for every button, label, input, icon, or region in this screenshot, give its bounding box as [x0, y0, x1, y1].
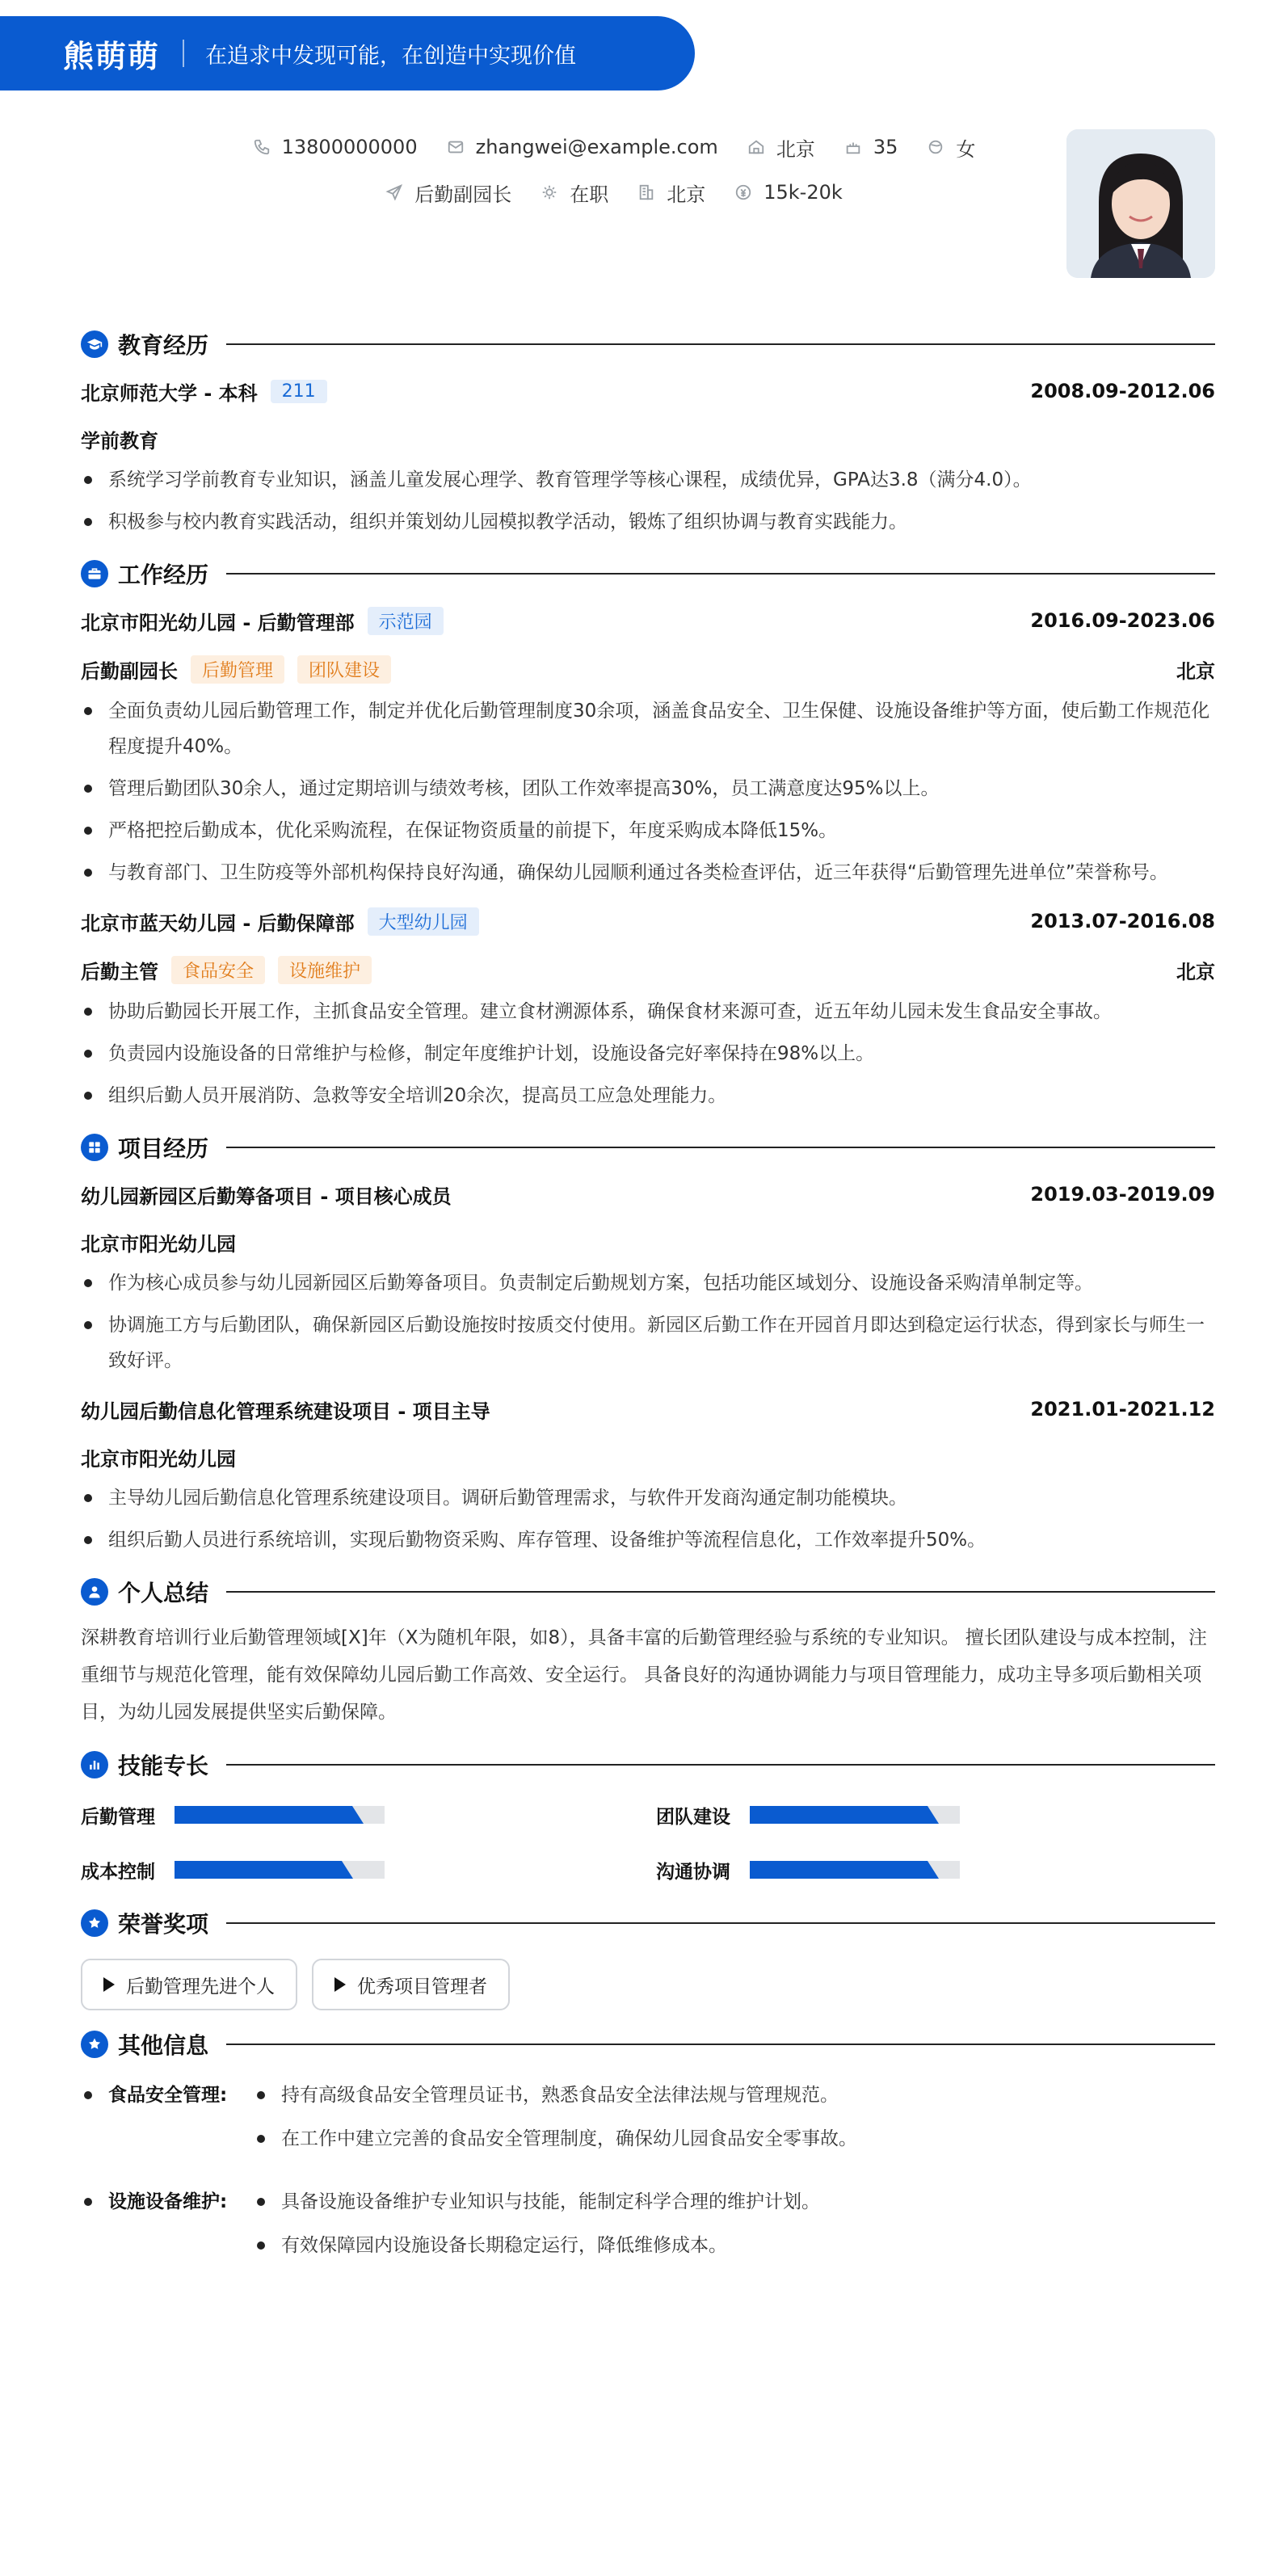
phone-icon [253, 138, 271, 156]
other-info-values [254, 2183, 820, 2271]
gender-icon [927, 138, 944, 156]
home-icon [747, 138, 765, 156]
contact-email: zhangwei@example.com [447, 136, 718, 158]
grid-icon [81, 1134, 108, 1161]
header-banner [0, 16, 695, 90]
play-triangle-icon [334, 1977, 346, 1992]
honor-badge: 后勤管理先进个人 [81, 1959, 297, 2010]
project-entry-2 [81, 1385, 1215, 1558]
project-name: 幼儿园后勤信息化管理系统建设项目 - 项目主导 [81, 1400, 490, 1423]
section-projects-header [81, 1125, 1215, 1170]
skill-name: 沟通协调 [656, 1861, 730, 1883]
contact-status: 在职 [541, 179, 608, 207]
position-title: 后勤主管 [81, 960, 158, 983]
mail-icon [447, 138, 465, 156]
skill-tag: 设施维护 [278, 956, 372, 984]
header-separator [183, 40, 184, 67]
skill-bar [750, 1806, 960, 1824]
resume-content [81, 315, 1215, 2290]
skill-tag: 团队建设 [297, 655, 391, 684]
skill-item [656, 1850, 1215, 1889]
project-name: 幼儿园新园区后勤筹备项目 - 项目核心成员 [81, 1185, 452, 1208]
contact-gender: 女 [927, 133, 975, 162]
section-divider [226, 2044, 1215, 2045]
section-title: 教育经历 [118, 332, 209, 359]
contact-row-2 [210, 175, 1018, 210]
honor-badge: 优秀项目管理者 [312, 1959, 510, 2010]
skill-bar-fill [750, 1806, 939, 1824]
list-item: 协调施工方与后勤团队，确保新园区后勤设施按时按质交付使用。新园区后勤工作在开园首月即达到稳定运行状态，得到家长与师生一致好评。 [81, 1307, 1215, 1378]
work-entry-header [81, 596, 1215, 645]
school-name: 北京师范大学 - 本科 [81, 381, 258, 405]
section-divider [226, 573, 1215, 575]
skill-item [81, 1850, 656, 1889]
skill-bar-fill [750, 1861, 939, 1879]
contact-target-position: 后勤副园长 [385, 179, 511, 207]
status-icon [541, 183, 558, 201]
list-item: 协助后勤园长开展工作，主抓食品安全管理。建立食材溯源体系，确保食材来源可查，近五年幼儿园未发生食品安全事故。 [81, 994, 1215, 1029]
list-item: 管理后勤团队30余人，通过定期培训与绩效考核，团队工作效率提高30%，员工满意度达95%以上。 [81, 771, 1215, 806]
salary-icon [734, 183, 752, 201]
education-bullets [81, 462, 1215, 540]
work-position-row [81, 645, 1215, 693]
section-divider [226, 1764, 1215, 1766]
skill-name: 团队建设 [656, 1806, 730, 1828]
section-divider [226, 343, 1215, 345]
section-honors-header [81, 1900, 1215, 1946]
company-name: 北京市蓝天幼儿园 - 后勤保障部 [81, 911, 355, 935]
project-bullets [81, 1265, 1215, 1378]
play-triangle-icon [103, 1977, 115, 1992]
skill-bar-fill [175, 1861, 353, 1879]
work-period: 2016.09-2023.06 [1030, 609, 1215, 632]
contact-target-city: 北京 [637, 179, 705, 207]
other-info-list [81, 2077, 1215, 2271]
skill-item [81, 1795, 656, 1834]
section-divider [226, 1147, 1215, 1148]
section-title: 其他信息 [118, 2032, 209, 2059]
award-icon [81, 1909, 108, 1937]
section-divider [226, 1922, 1215, 1924]
skill-tag: 食品安全 [171, 956, 265, 984]
work-bullets [81, 693, 1215, 890]
company-name: 北京市阳光幼儿园 - 后勤管理部 [81, 611, 355, 634]
school-tag: 211 [271, 380, 327, 403]
section-other-header [81, 2022, 1215, 2067]
skill-item [656, 1795, 1215, 1834]
other-info-key: 食品安全管理: [81, 2077, 254, 2164]
list-item: 组织后勤人员进行系统培训，实现后勤物资采购、库存管理、设备维护等流程信息化，工作效率提升50%。 [81, 1522, 1215, 1558]
section-skills-header [81, 1742, 1215, 1787]
other-info-item [81, 2183, 1215, 2271]
contact-salary: 15k-20k [734, 181, 843, 204]
other-info-key: 设施设备维护: [81, 2183, 254, 2271]
user-icon [81, 1578, 108, 1606]
section-education-header [81, 322, 1215, 367]
section-title: 项目经历 [118, 1135, 209, 1162]
project-org: 北京市阳光幼儿园 [81, 1447, 236, 1471]
list-item: 与教育部门、卫生防疫等外部机构保持良好沟通，确保幼儿园顺利通过各类检查评估，近三年获得“后勤管理先进单位”荣誉称号。 [81, 855, 1215, 890]
candidate-motto: 在追求中发现可能，在创造中实现价值 [205, 43, 577, 69]
honors-list [81, 1959, 1215, 2010]
list-item: 有效保障园内设施设备长期稳定运行，降低维修成本。 [254, 2227, 820, 2264]
candidate-name: 熊萌萌 [63, 38, 161, 74]
project-entry-1 [81, 1170, 1215, 1378]
age-icon [844, 138, 862, 156]
list-item: 主导幼儿园后勤信息化管理系统建设项目。调研后勤管理需求，与软件开发商沟通定制功能模块。 [81, 1480, 1215, 1516]
education-period: 2008.09-2012.06 [1030, 380, 1215, 402]
briefcase-icon [81, 560, 108, 587]
contact-location: 北京 [747, 133, 815, 162]
education-entry-header [81, 367, 1215, 415]
section-title: 个人总结 [118, 1580, 209, 1606]
other-info-item [81, 2077, 1215, 2164]
project-bullets [81, 1480, 1215, 1558]
list-item: 系统学习学前教育专业知识，涵盖儿童发展心理学、教育管理学等核心课程，成绩优异，GPA达3.8（满分4.0）。 [81, 462, 1215, 498]
list-item: 积极参与校内教育实践活动，组织并策划幼儿园模拟教学活动，锻炼了组织协调与教育实践能力。 [81, 504, 1215, 540]
education-major: 学前教育 [81, 429, 158, 452]
skill-bar-fill [175, 1806, 364, 1824]
skill-bar [175, 1806, 385, 1824]
list-item: 具备设施设备维护专业知识与技能，能制定科学合理的维护计划。 [254, 2183, 820, 2220]
contact-phone: 13800000000 [253, 136, 418, 158]
avatar [1066, 129, 1215, 278]
list-item: 持有高级食品安全管理员证书，熟悉食品安全法律法规与管理规范。 [254, 2077, 857, 2114]
summary-text: 深耕教育培训行业后勤管理领域[X]年（X为随机年限，如8），具备丰富的后勤管理经验与系统的专业知识。 擅长团队建设与成本控制，注重细节与规范化管理，能有效保障幼儿园后勤工作高效、安全运行。 具备良好的沟通协调能力与项目管理能力，成功主导多项后勤相关项目，为幼儿园发展提供坚实后勤保障。 [81, 1627, 1207, 1723]
skill-name: 成本控制 [81, 1861, 155, 1883]
list-item: 全面负责幼儿园后勤管理工作，制定并优化后勤管理制度30余项，涵盖食品安全、卫生保健、设施设备维护等方面，使后勤工作规范化程度提升40%。 [81, 693, 1215, 764]
position-title: 后勤副园长 [81, 659, 178, 683]
company-tag: 大型幼儿园 [368, 907, 479, 936]
work-position-row [81, 945, 1215, 994]
project-org: 北京市阳光幼儿园 [81, 1232, 236, 1256]
list-item: 组织后勤人员开展消防、急救等安全培训20余次，提高员工应急处理能力。 [81, 1078, 1215, 1113]
work-entry-1 [81, 596, 1215, 890]
list-item: 严格把控后勤成本，优化采购流程，在保证物资质量的前提下，年度采购成本降低15%。 [81, 813, 1215, 848]
work-entry-2 [81, 897, 1215, 1113]
section-title: 荣誉奖项 [118, 1911, 209, 1938]
contact-info [210, 129, 1018, 210]
info-icon [81, 2031, 108, 2058]
other-info-values [254, 2077, 857, 2164]
section-title: 工作经历 [118, 562, 209, 588]
bar-chart-icon [81, 1751, 108, 1778]
project-entry-header [81, 1170, 1215, 1219]
work-entry-header [81, 897, 1215, 945]
list-item: 作为核心成员参与幼儿园新园区后勤筹备项目。负责制定后勤规划方案，包括功能区域划分、设施设备采购清单制定等。 [81, 1265, 1215, 1301]
profile-photo [1066, 129, 1215, 278]
list-item: 在工作中建立完善的食品安全管理制度，确保幼儿园食品安全零事故。 [254, 2120, 857, 2157]
contact-row-1 [210, 129, 1018, 165]
skill-name: 后勤管理 [81, 1806, 155, 1828]
list-item: 负责园内设施设备的日常维护与检修，制定年度维护计划，设施设备完好率保持在98%以上。 [81, 1036, 1215, 1071]
project-period: 2019.03-2019.09 [1030, 1183, 1215, 1206]
skills-grid [81, 1795, 1215, 1889]
contact-age: 35 [844, 136, 898, 158]
skill-bar [750, 1861, 960, 1879]
skill-bar [175, 1861, 385, 1879]
send-icon [385, 183, 403, 201]
work-city: 北京 [1176, 659, 1215, 683]
section-title: 技能专长 [118, 1753, 209, 1779]
work-city: 北京 [1176, 960, 1215, 983]
company-tag: 示范园 [368, 607, 444, 635]
work-period: 2013.07-2016.08 [1030, 910, 1215, 932]
graduation-cap-icon [81, 330, 108, 358]
section-work-header [81, 551, 1215, 596]
section-summary-header [81, 1569, 1215, 1614]
project-entry-header [81, 1385, 1215, 1433]
building-icon [637, 183, 655, 201]
work-bullets [81, 994, 1215, 1113]
section-divider [226, 1591, 1215, 1593]
skill-tag: 后勤管理 [191, 655, 284, 684]
project-period: 2021.01-2021.12 [1030, 1398, 1215, 1421]
